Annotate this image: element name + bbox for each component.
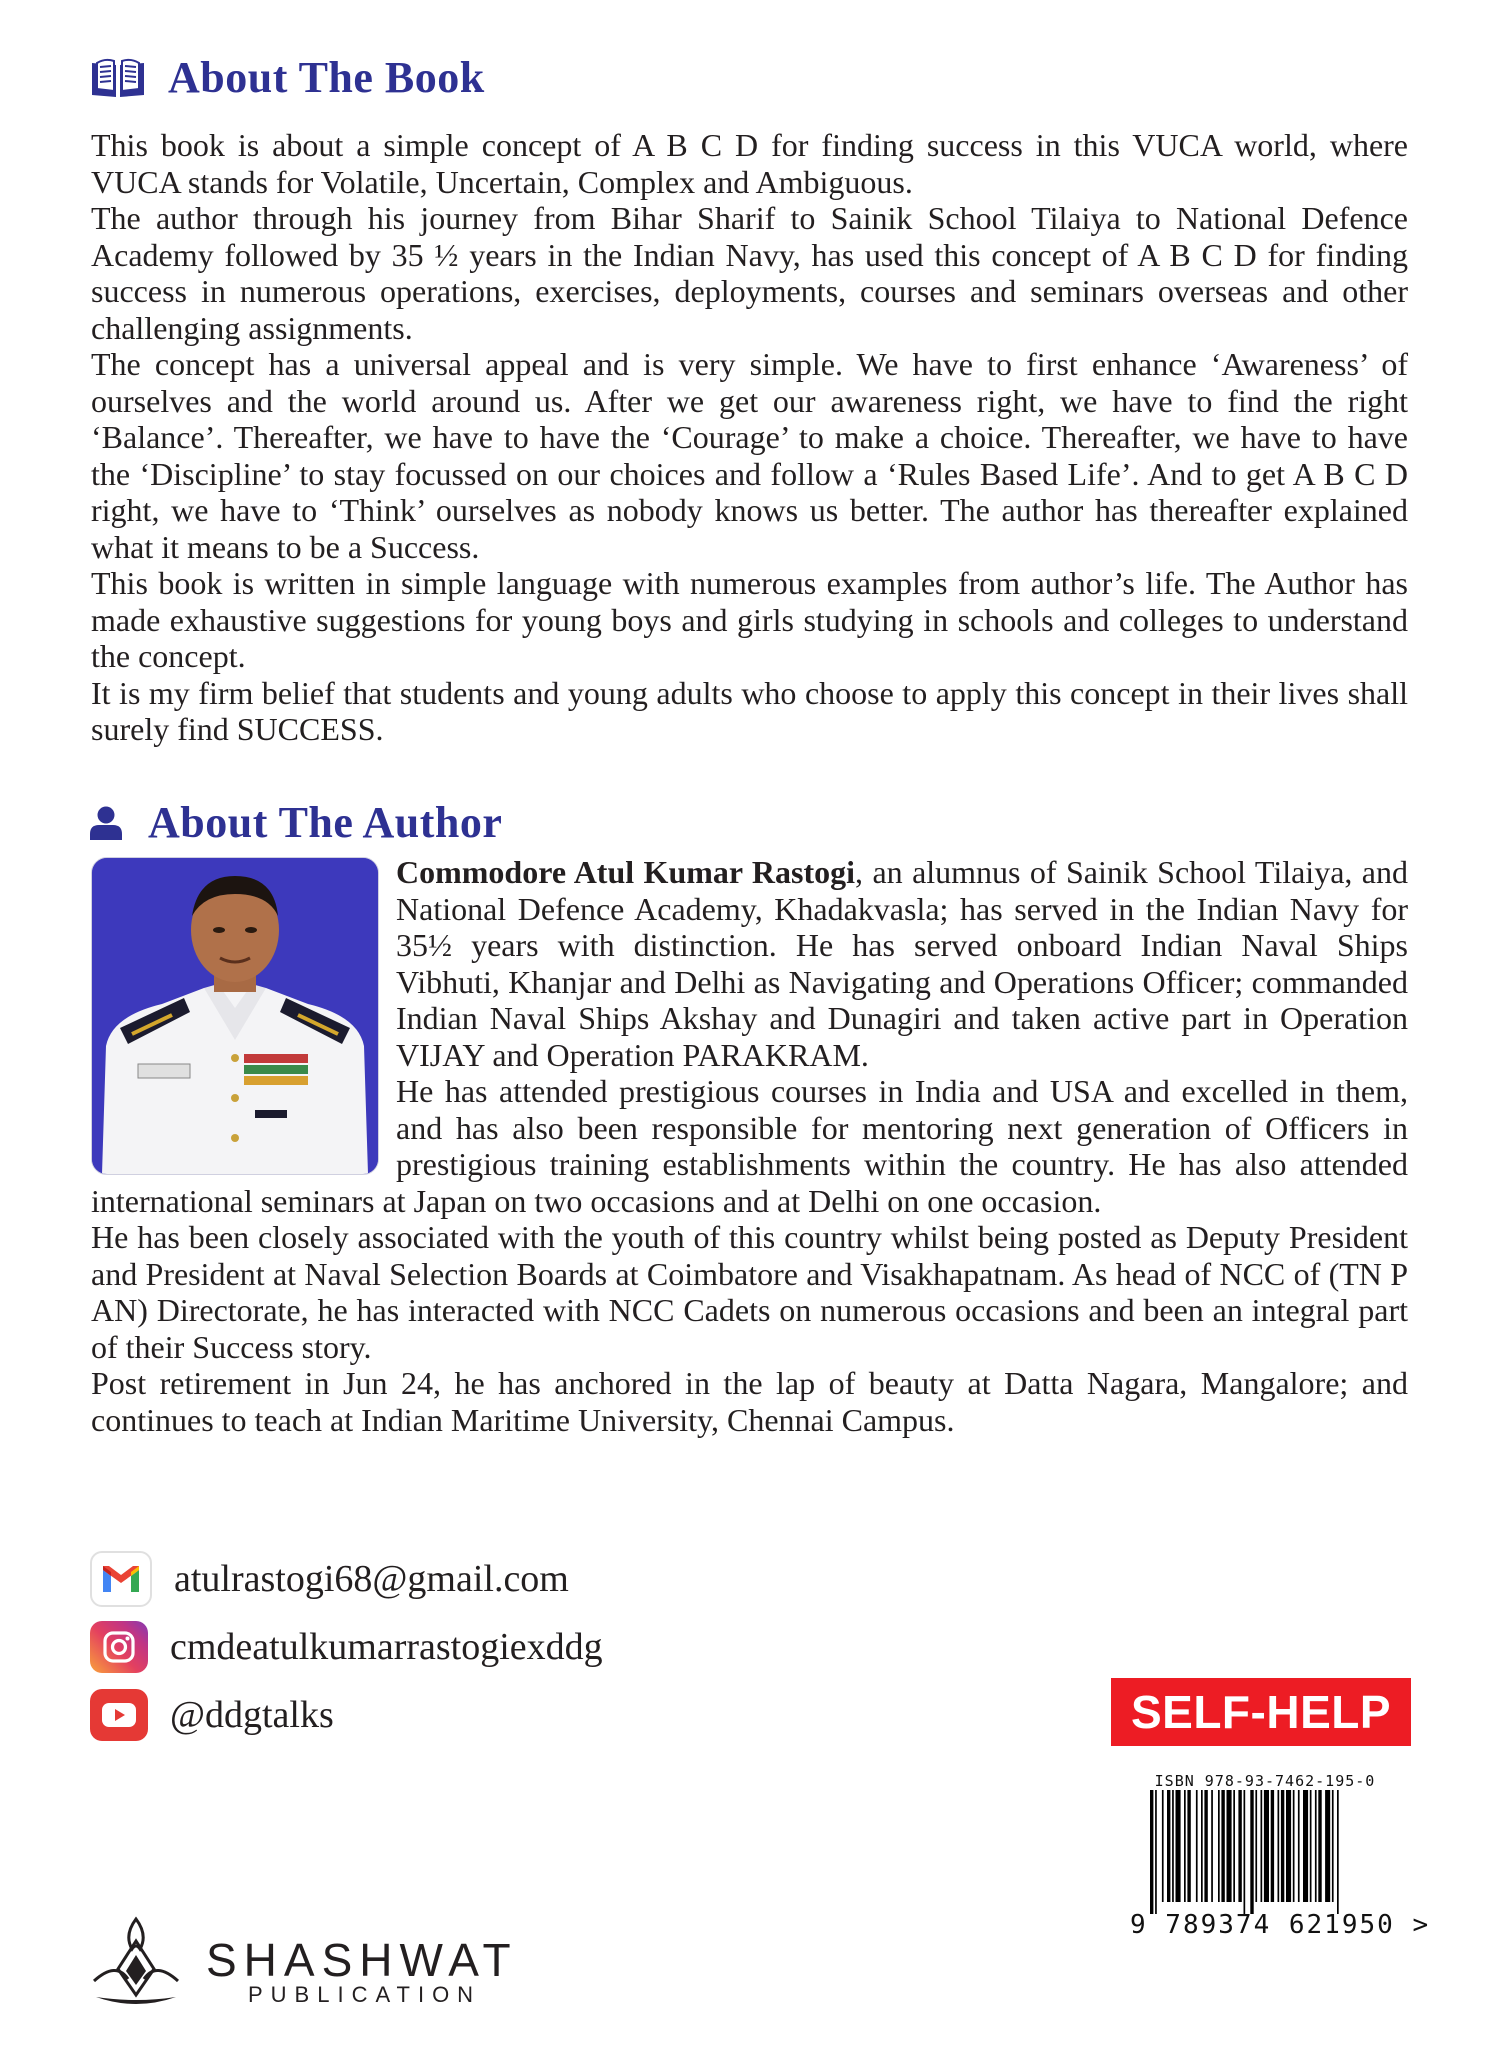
author-intro-text: , an alumnus of Sainik School Tilaiya, and National Defence Academy, Khadakvasla; has served in the Indian Navy for 35½ years with distinction. He has served onboard Indian Naval Ships Vibhuti, Khanjar and Delhi as Navigating and Operations Officer; commanded Indian Naval Ships Akshay and Dunagiri and taken active part in Operation VIJAY and Operation PARAKRAM. bbox=[396, 854, 1409, 1073]
instagram-text[interactable]: cmdeatulkumarrastogiexddg bbox=[170, 1626, 603, 1668]
isbn-text: ISBN 978-93-7462-195-0 bbox=[1154, 1772, 1376, 1790]
barcode-bar bbox=[1244, 1790, 1246, 1914]
barcode-bar bbox=[1337, 1790, 1339, 1914]
book-paragraph: This book is written in simple language with numerous examples from author’s life. The Author has made exhaustive suggestions for young boys and girls studying in schools and colleges to understand the concept. bbox=[91, 565, 1408, 674]
youtube-contact[interactable] bbox=[90, 1681, 603, 1749]
book-paragraph: It is my firm belief that students and young adults who choose to apply this concept in their lives shall surely find SUCCESS. bbox=[91, 674, 1408, 747]
genre-label: SELF-HELP bbox=[1111, 1678, 1411, 1746]
barcode-bar bbox=[1204, 1790, 1207, 1902]
barcode-bar bbox=[1227, 1790, 1232, 1902]
barcode-bar bbox=[1150, 1790, 1153, 1914]
barcode-bar bbox=[1271, 1790, 1274, 1902]
barcode-bar bbox=[1310, 1790, 1312, 1902]
barcode-bar bbox=[1303, 1790, 1308, 1902]
barcode-bar bbox=[1318, 1790, 1321, 1902]
publisher-name: SHASHWAT bbox=[206, 1933, 518, 1986]
barcode-bar bbox=[1218, 1790, 1220, 1902]
book-icon bbox=[90, 57, 146, 99]
barcode-bar bbox=[1233, 1790, 1235, 1902]
publisher-wordmark bbox=[116, 1933, 518, 2008]
email-contact[interactable] bbox=[90, 1545, 603, 1613]
barcode-bar bbox=[1261, 1790, 1263, 1902]
barcode-bar bbox=[1187, 1790, 1190, 1902]
barcode-bar bbox=[1162, 1790, 1164, 1902]
author-paragraph: He has attended prestigious courses in India and USA and excelled in them, and has also been responsible for mentoring next generation of Officers in prestigious training establishments within the country. He has also attended international seminars at Japan on two occasions and at Delhi on one occasion. bbox=[91, 1073, 1408, 1219]
author-name: Commodore Atul Kumar Rastogi bbox=[396, 854, 856, 890]
section-title: About The Book bbox=[168, 53, 485, 102]
section-title: About The Author bbox=[148, 798, 503, 847]
barcode-bar bbox=[1176, 1790, 1181, 1902]
person-icon bbox=[90, 806, 122, 840]
youtube-icon bbox=[90, 1689, 148, 1741]
instagram-contact[interactable] bbox=[90, 1613, 603, 1681]
barcode-bar bbox=[1196, 1790, 1198, 1902]
barcode-bar bbox=[1264, 1790, 1269, 1902]
barcode-bar bbox=[1221, 1790, 1224, 1902]
about-book-heading bbox=[90, 52, 485, 103]
barcode-bar bbox=[1281, 1790, 1284, 1902]
barcode-bar bbox=[1255, 1790, 1257, 1902]
about-book-text bbox=[91, 127, 1408, 748]
barcode-bar bbox=[1172, 1790, 1174, 1902]
isbn-digits: 9 789374 621950 > bbox=[1130, 1910, 1431, 1940]
barcode-bar bbox=[1278, 1790, 1280, 1902]
author-paragraph: Post retirement in Jun 24, he has anchored in the lap of beauty at Datta Nagara, Mangalore; and continues to teach at Indian Maritime University, Chennai Campus. bbox=[91, 1365, 1408, 1438]
contact-list bbox=[90, 1545, 603, 1749]
book-paragraph: The author through his journey from Bihar Sharif to Sainik School Tilaiya to National Defence Academy followed by 35 ½ years in the Indian Navy, has used this concept of A B C D for finding success in numerous operations, exercises, deployments, courses and seminars overseas and other challenging assignments. bbox=[91, 200, 1408, 346]
author-photo bbox=[91, 857, 379, 1175]
book-paragraph: The concept has a universal appeal and is very simple. We have to first enhance ‘Awareness’ of ourselves and the world around us. After we get our awareness right, we have to find the right ‘Balance’. Thereafter, we have to have the ‘Courage’ to make a choice. Thereafter, we have to have the ‘Discipline’ to stay focussed on our choices and follow a ‘Rules Based Life’. And to get A B C D right, we have to ‘Think’ ourselves as nobody knows us better. The author has thereafter explained what it means to be a Success. bbox=[91, 346, 1408, 565]
publisher-logo bbox=[88, 1915, 518, 2012]
barcode-bar bbox=[1155, 1790, 1157, 1914]
barcode-bar bbox=[1201, 1790, 1203, 1902]
barcode-bar bbox=[1211, 1790, 1213, 1902]
barcode-bar bbox=[1250, 1790, 1253, 1914]
book-paragraph: This book is about a simple concept of A B C D for finding success in this VUCA world, where VUCA stands for Volatile, Uncertain, Complex and Ambiguous. bbox=[91, 127, 1408, 200]
barcode-bar bbox=[1332, 1790, 1334, 1902]
instagram-icon bbox=[90, 1621, 148, 1673]
publisher-subtitle: PUBLICATION bbox=[248, 1981, 482, 2007]
isbn-barcode bbox=[1130, 1772, 1431, 1940]
about-author-heading bbox=[90, 797, 502, 848]
barcode-bars bbox=[1150, 1790, 1400, 1914]
author-paragraph: He has been closely associated with the youth of this country whilst being posted as Deputy President and President at Naval Selection Boards at Coimbatore and Visakhapatnam. As head of NCC of (TN P AN) Directorate, he has interacted with NCC Cadets on numerous occasions and been an integral part of their Success story. bbox=[91, 1219, 1408, 1365]
email-text[interactable]: atulrastogi68@gmail.com bbox=[174, 1558, 569, 1600]
gmail-icon bbox=[90, 1551, 152, 1607]
barcode-bar bbox=[1184, 1790, 1186, 1902]
barcode-bar bbox=[1315, 1790, 1317, 1902]
barcode-bar bbox=[1167, 1790, 1170, 1902]
barcode-bar bbox=[1325, 1790, 1330, 1902]
barcode-bar bbox=[1238, 1790, 1241, 1902]
barcode-bar bbox=[1286, 1790, 1291, 1902]
barcode-bar bbox=[1293, 1790, 1295, 1902]
barcode-bar bbox=[1298, 1790, 1300, 1902]
youtube-text[interactable]: @ddgtalks bbox=[170, 1694, 334, 1736]
